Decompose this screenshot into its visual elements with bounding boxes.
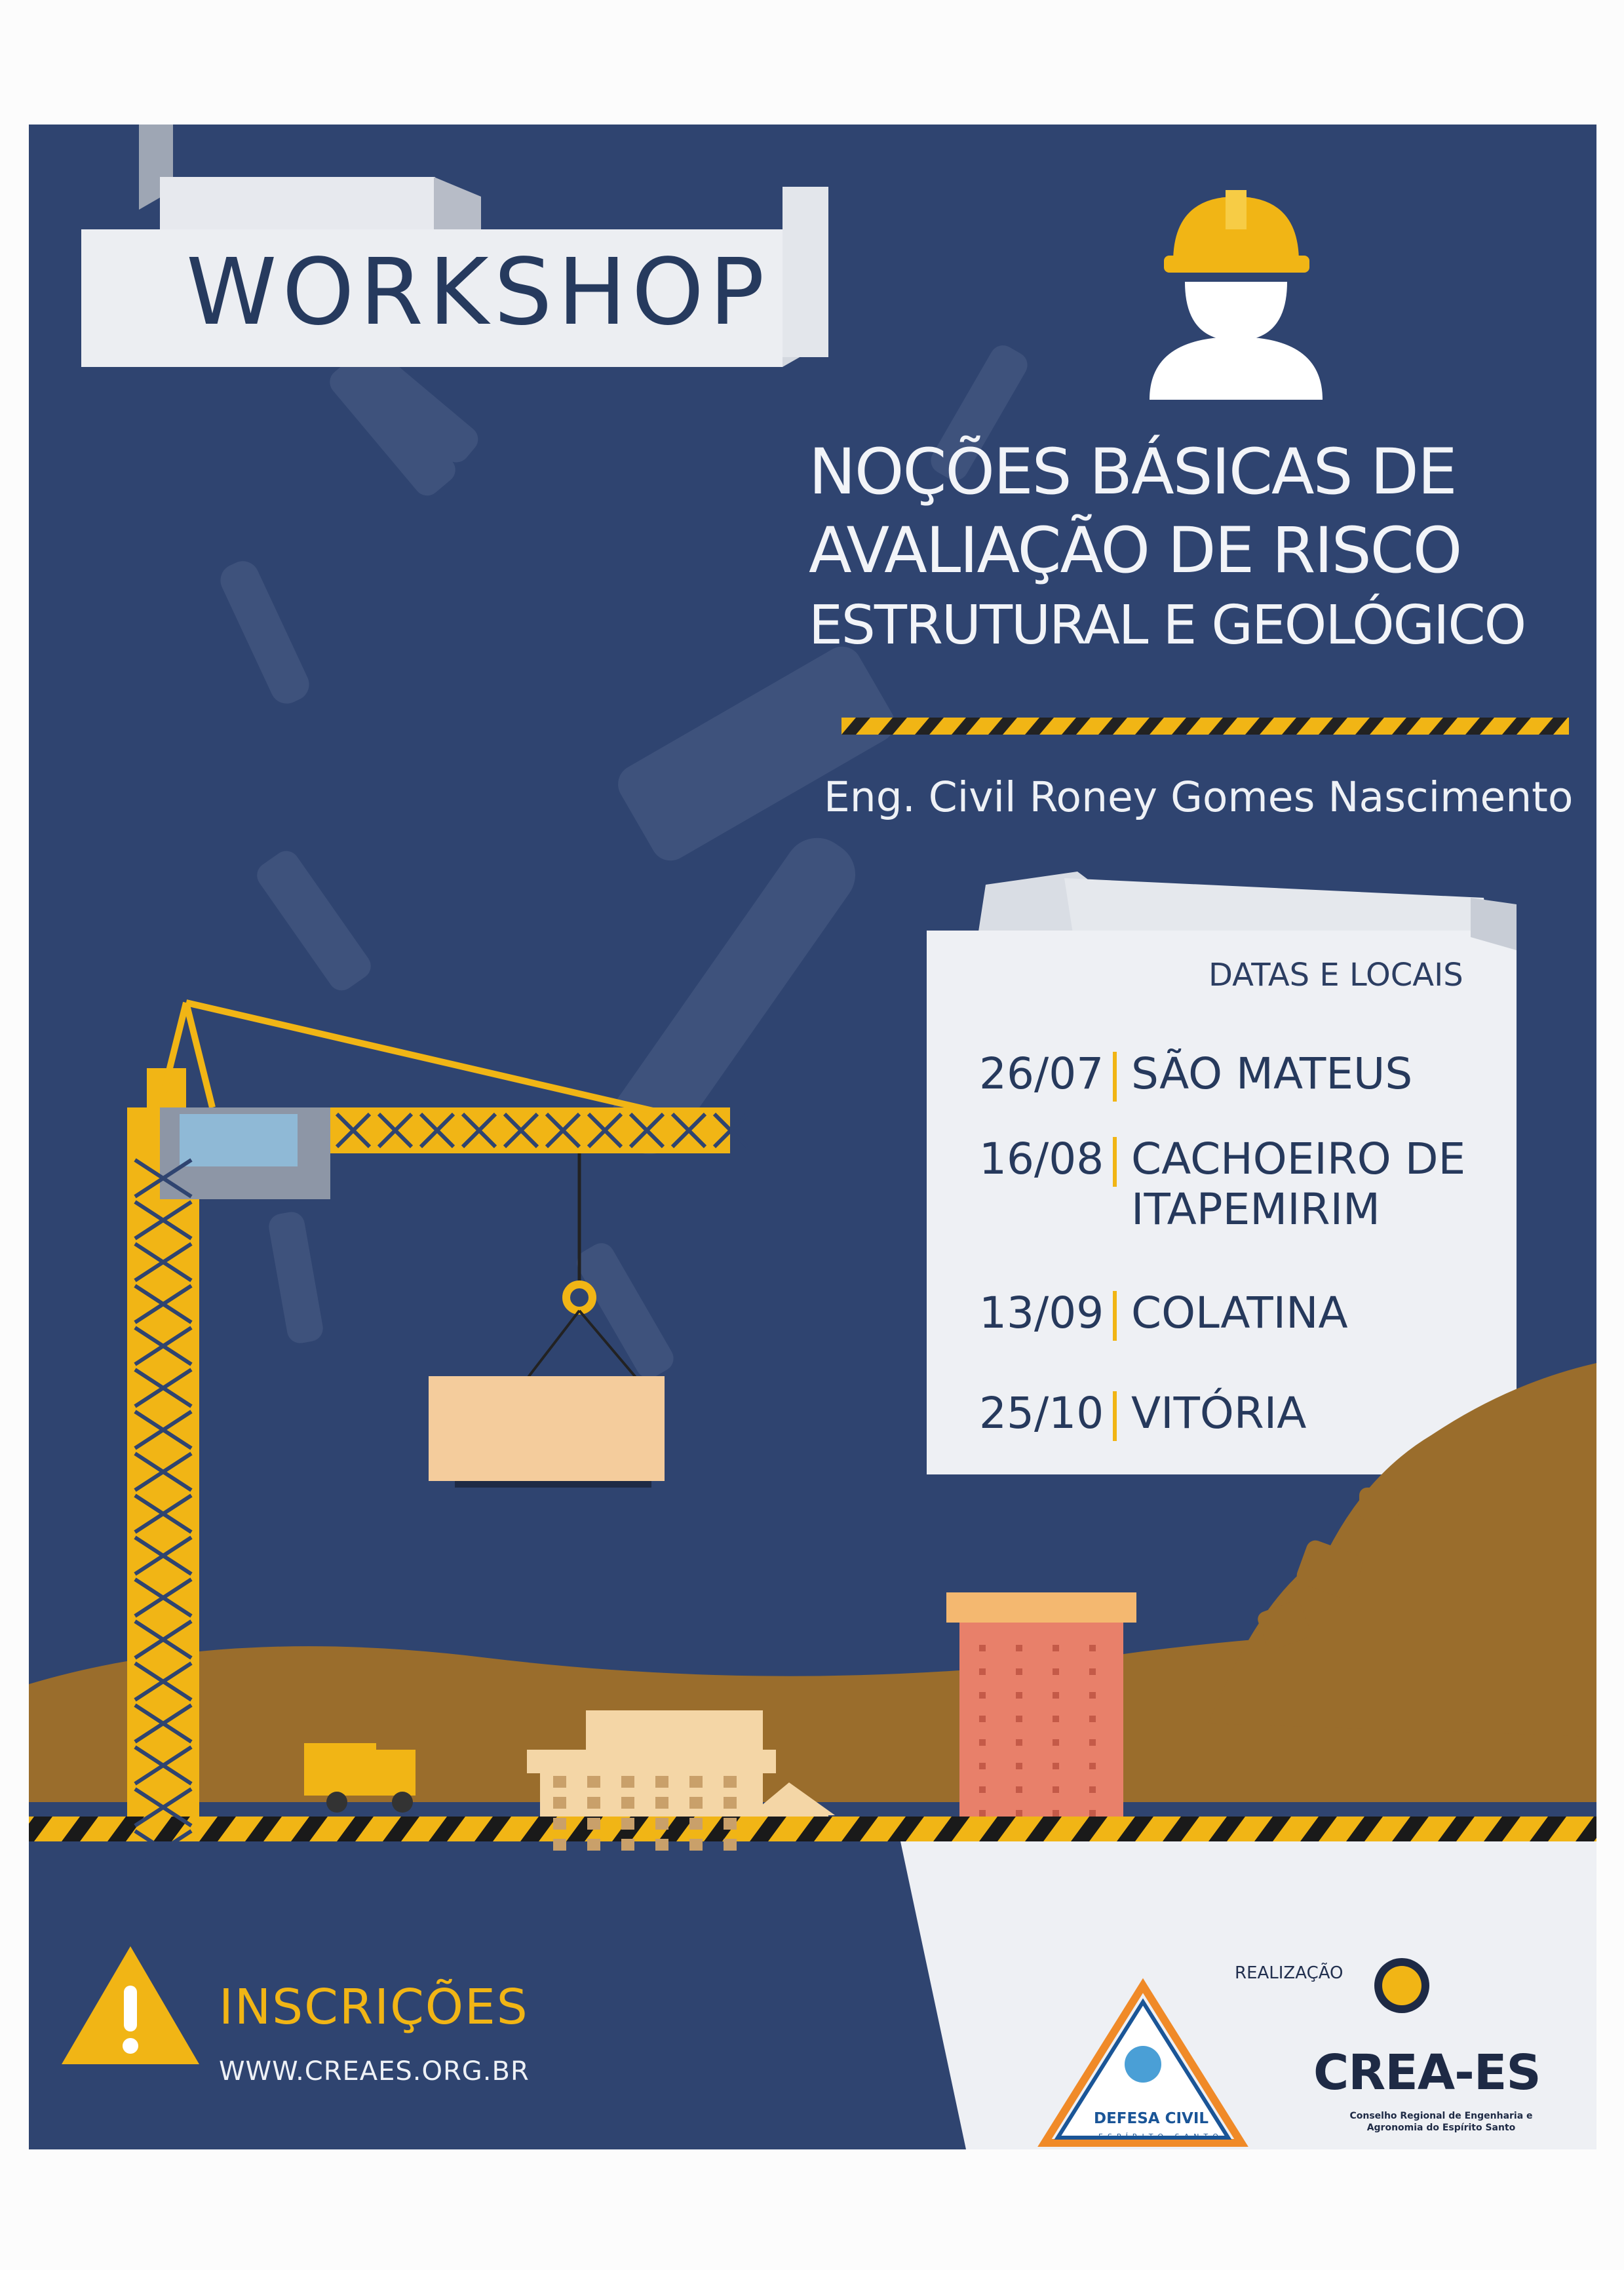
building-window <box>979 1763 986 1769</box>
building-window <box>1053 1739 1059 1746</box>
building-window <box>1016 1692 1022 1699</box>
defesa-civil-label: DEFESA CIVIL <box>1094 2110 1209 2127</box>
workshop-label: WORKSHOP <box>186 239 770 346</box>
building-window <box>724 1776 737 1788</box>
building-window <box>689 1818 703 1830</box>
registration-title: INSCRIÇÕES <box>219 1979 529 2035</box>
title-line-2: AVALIAÇÃO DE RISCO <box>809 514 1461 587</box>
building-window <box>724 1818 737 1830</box>
building-window <box>979 1692 986 1699</box>
building-window <box>655 1797 668 1809</box>
building-window <box>979 1786 986 1793</box>
schedule-row <box>979 1048 1412 1102</box>
building-window <box>655 1839 668 1851</box>
building-window <box>587 1776 600 1788</box>
dump-truck <box>304 1743 416 1813</box>
building-window <box>1089 1810 1096 1817</box>
speaker-name: Eng. Civil Roney Gomes Nascimento <box>824 773 1574 821</box>
defesa-civil-sublabel: ESPÍRITO SANTO <box>1098 2132 1223 2141</box>
schedule-place: VITÓRIA <box>1131 1388 1307 1438</box>
building-window <box>724 1839 737 1851</box>
building-window <box>621 1797 634 1809</box>
schedule-place <box>1131 1134 1465 1235</box>
separator-bar <box>1113 1391 1117 1441</box>
schedule-date: 13/09 <box>979 1288 1104 1338</box>
building-window <box>979 1668 986 1675</box>
building-window <box>1016 1739 1022 1746</box>
schedule-heading: DATAS E LOCAIS <box>1208 957 1463 993</box>
event-title <box>809 433 1569 662</box>
schedule-place-line2: ITAPEMIRIM <box>1131 1184 1380 1235</box>
schedule-date: 26/07 <box>979 1048 1104 1099</box>
building-window <box>1089 1668 1096 1675</box>
separator-bar <box>1113 1052 1117 1102</box>
building-window <box>1053 1668 1059 1675</box>
building-window <box>689 1776 703 1788</box>
schedule-date: 25/10 <box>979 1388 1104 1438</box>
building-window <box>1016 1645 1022 1651</box>
separator-bar <box>1113 1291 1117 1341</box>
separator-bar <box>1113 1137 1117 1187</box>
building-window <box>553 1776 566 1788</box>
building-window <box>689 1797 703 1809</box>
footer-panel <box>900 1841 1596 2149</box>
building-window <box>1053 1786 1059 1793</box>
building-window <box>979 1716 986 1722</box>
building-window <box>1053 1763 1059 1769</box>
building-window <box>1016 1786 1022 1793</box>
building-window <box>1053 1716 1059 1722</box>
crea-subtitle: Conselho Regional de Engenharia e Agronomia do Espírito Santo <box>1349 2111 1533 2133</box>
building-window <box>1089 1645 1096 1651</box>
building-window <box>621 1839 634 1851</box>
building-window <box>689 1839 703 1851</box>
building-window <box>1016 1668 1022 1675</box>
building-window <box>553 1818 566 1830</box>
building-window <box>1016 1810 1022 1817</box>
building-window <box>1053 1645 1059 1651</box>
building-window <box>1089 1786 1096 1793</box>
crea-seal <box>1374 1958 1429 2013</box>
schedule-date: 16/08 <box>979 1134 1104 1184</box>
building-window <box>1089 1692 1096 1699</box>
registration-url[interactable]: WWW.CREAES.ORG.BR <box>219 2056 530 2087</box>
building-window <box>724 1797 737 1809</box>
building-window <box>1053 1692 1059 1699</box>
building-window <box>553 1839 566 1851</box>
schedule-row <box>979 1288 1348 1341</box>
schedule-row <box>979 1388 1306 1441</box>
building-window <box>1089 1763 1096 1769</box>
building-window <box>979 1810 986 1817</box>
title-line-3: ESTRUTURAL E GEOLÓGICO <box>809 594 1526 657</box>
worker-helmet-icon <box>1150 190 1323 400</box>
schedule-place-line1: CACHOEIRO DE <box>1131 1134 1466 1184</box>
crea-name: CREA-ES <box>1313 2045 1541 2101</box>
building-window <box>979 1739 986 1746</box>
realizacao-label: REALIZAÇÃO <box>1235 1963 1344 1983</box>
building-window <box>587 1797 600 1809</box>
building-window <box>1053 1810 1059 1817</box>
building-window <box>1089 1716 1096 1722</box>
tall-building <box>946 1592 1136 1826</box>
building-window <box>621 1818 634 1830</box>
building-window <box>655 1776 668 1788</box>
hazard-stripe-top <box>841 718 1569 735</box>
building-window <box>1016 1716 1022 1722</box>
schedule-place: COLATINA <box>1131 1288 1348 1338</box>
building-window <box>587 1839 600 1851</box>
title-line-1: NOÇÕES BÁSICAS DE <box>809 435 1456 509</box>
schedule-place: SÃO MATEUS <box>1131 1048 1413 1099</box>
building-window <box>621 1776 634 1788</box>
poster <box>29 125 1596 2149</box>
building-window <box>587 1818 600 1830</box>
building-window <box>979 1645 986 1651</box>
building-window <box>553 1797 566 1809</box>
schedule-row <box>979 1134 1465 1235</box>
building-window <box>1016 1763 1022 1769</box>
building-window <box>655 1818 668 1830</box>
building-window <box>1089 1739 1096 1746</box>
